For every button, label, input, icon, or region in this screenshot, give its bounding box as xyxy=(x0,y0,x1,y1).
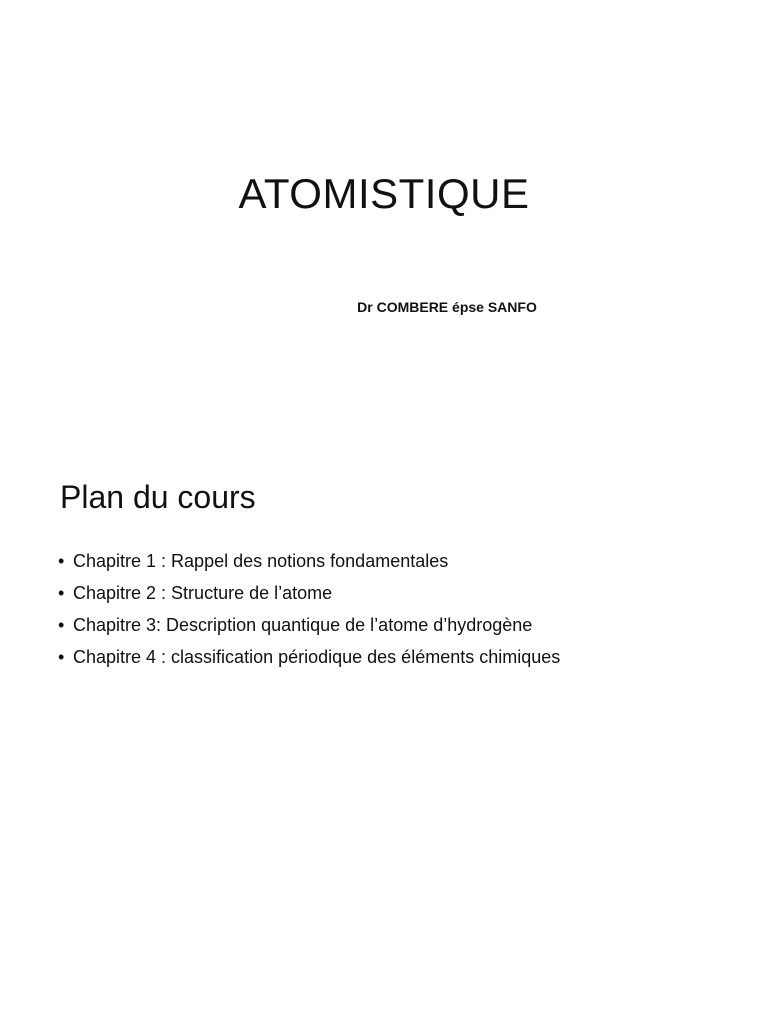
chapter-list xyxy=(58,545,748,673)
title-slide xyxy=(0,160,768,448)
list-item xyxy=(58,641,748,673)
chapter-label: Chapitre 2 : Structure de l’atome xyxy=(73,583,333,603)
plan-slide xyxy=(0,470,768,1024)
bullet-icon: • xyxy=(58,583,65,603)
bullet-icon: • xyxy=(58,647,65,667)
plan-heading: Plan du cours xyxy=(60,479,256,515)
author-name: Dr COMBERE épse SANFO xyxy=(357,299,537,315)
slide-title: ATOMISTIQUE xyxy=(238,170,530,217)
chapter-label: Chapitre 4 : classification périodique des éléments chimiques xyxy=(73,647,561,667)
chapter-label: Chapitre 1 : Rappel des notions fondamentales xyxy=(73,551,449,571)
list-item xyxy=(58,545,748,577)
list-item xyxy=(58,609,748,641)
list-item xyxy=(58,577,748,609)
bullet-icon: • xyxy=(58,551,65,571)
bullet-icon: • xyxy=(58,615,65,635)
chapter-label: Chapitre 3: Description quantique de l’atome d’hydrogène xyxy=(73,615,533,635)
